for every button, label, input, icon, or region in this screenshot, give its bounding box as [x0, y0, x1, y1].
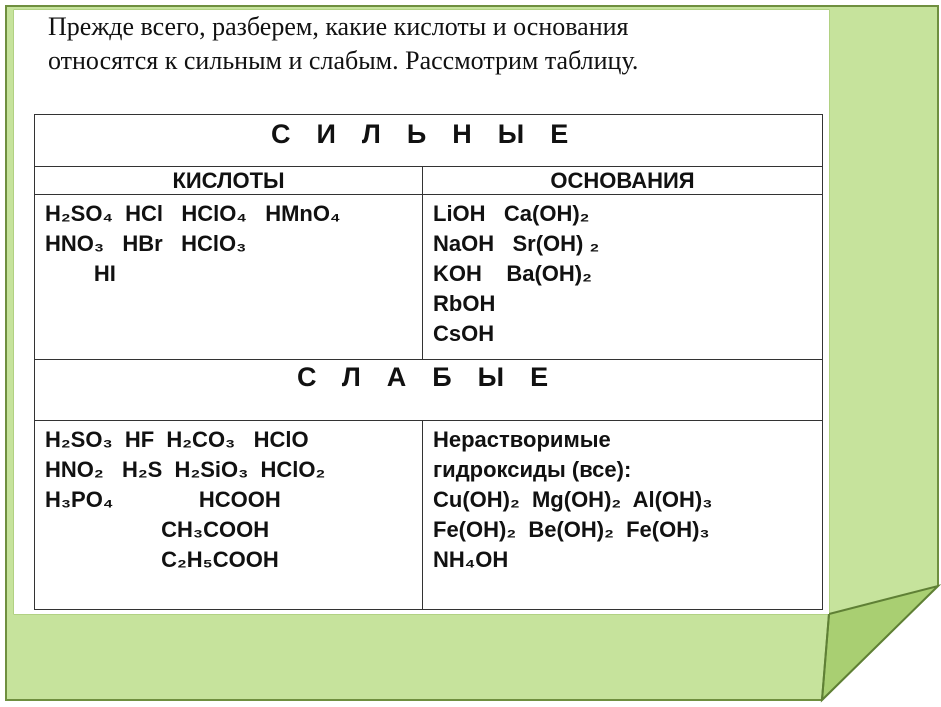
strong-heading-cell [35, 115, 823, 167]
strong-acids-line: HI [45, 261, 116, 286]
strong-acids-cell [35, 195, 423, 360]
weak-acids-line: CH₃COOH [45, 517, 270, 542]
weak-bases-line: Cu(OH)₂ Mg(OH)₂ Al(OH)₃ [433, 487, 713, 512]
strong-bases-line: RbOH [433, 291, 496, 316]
intro-text [48, 10, 808, 78]
weak-acids-line: H₂SO₃ HF H₂CO₃ HClO [45, 427, 309, 452]
weak-heading-cell [35, 360, 823, 421]
intro-line-2: относятся к сильным и слабым. Рассмотрим таблицу. [48, 46, 639, 75]
acids-bases-table [34, 114, 823, 610]
strong-bases-line: LiOH Ca(OH)₂ [433, 201, 590, 226]
weak-bases-line: NH₄OH [433, 547, 509, 572]
strong-bases-line: KOH Ba(OH)₂ [433, 261, 592, 286]
content-page [14, 10, 829, 614]
intro-line-1: Прежде всего, разберем, какие кислоты и основания [48, 12, 629, 41]
strong-bases-cell [423, 195, 823, 360]
weak-acids-line: HNO₂ H₂S H₂SiO₃ HClO₂ [45, 457, 326, 482]
weak-acids-line: H₃PO₄ HCOOH [45, 487, 281, 512]
strong-acids-line: HNO₃ HBr HClO₃ [45, 231, 247, 256]
strong-bases-line: CsOH [433, 321, 495, 346]
weak-bases-line: Нерастворимые [433, 427, 611, 452]
weak-heading: СЛАБЫЕ [297, 362, 575, 392]
strong-bases-line: NaOH Sr(OH) ₂ [433, 231, 600, 256]
weak-bases-cell [423, 421, 823, 610]
weak-acids-cell [35, 421, 423, 610]
acids-header: КИСЛОТЫ [35, 167, 423, 195]
strong-heading: СИЛЬНЫЕ [271, 119, 595, 149]
strong-acids-line: H₂SO₄ HCl HClO₄ HMnO₄ [45, 201, 341, 226]
bases-header: ОСНОВАНИЯ [423, 167, 823, 195]
weak-acids-line: C₂H₅COOH [45, 547, 279, 572]
weak-bases-line: Fe(OH)₂ Be(OH)₂ Fe(OH)₃ [433, 517, 710, 542]
weak-bases-line: гидроксиды (все): [433, 457, 632, 482]
